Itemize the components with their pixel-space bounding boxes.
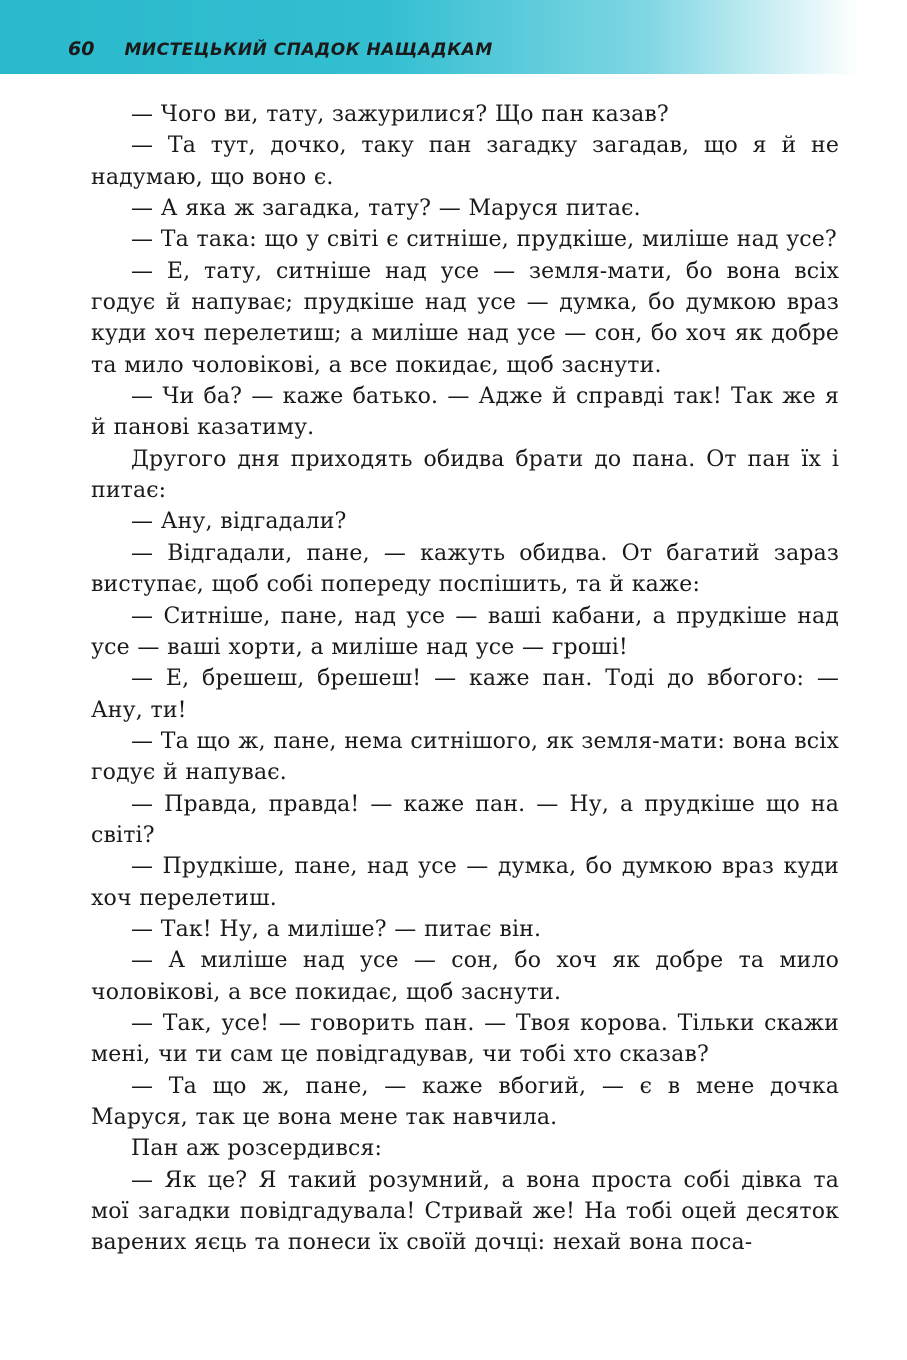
paragraph: — Та що ж, пане, — каже вбогий, — є в мене дочка Маруся, так це вона мене так навчила. bbox=[91, 1073, 839, 1130]
header-band bbox=[0, 0, 860, 74]
text-body bbox=[91, 99, 839, 1259]
paragraph: — Чи ба? — каже батько. — Адже й справді так! Так же я й панові казатиму. bbox=[91, 384, 839, 441]
paragraph: — Чого ви, тату, зажурилися? Що пан казав? bbox=[131, 102, 669, 127]
paragraph: — Ану, відгадали? bbox=[131, 509, 347, 535]
page-number: 60 bbox=[68, 38, 95, 60]
paragraph: — Та тут, дочко, таку пан загадку загадав, що я й не надумаю, що воно є. bbox=[91, 133, 839, 190]
paragraph: — А яка ж загадка, тату? — Маруся питає. bbox=[131, 196, 641, 222]
paragraph: — Ситніше, пане, над усе — ваші кабани, а прудкіше над усе — ваші хорти, а миліше над усе — гроші! bbox=[91, 603, 839, 660]
paragraph: — Так, усе! — говорить пан. — Твоя корова. Тільки скажи мені, чи ти сам це повідгадував, чи тобі хто сказав? bbox=[91, 1010, 839, 1068]
paragraph: — Е, тату, ситніше над усе — земля-мати, бо вона всіх годує й напуває; прудкіше над усе — думка, бо думкою враз куди хоч перелетиш; а миліше над усе — сон, бо хоч як добре та мило чоловікові, а все покидає, щоб заснути. bbox=[91, 258, 839, 378]
paragraph: — Е, брешеш, брешеш! — каже пан. Тоді до вбогого: — Ану, ти! bbox=[91, 666, 839, 723]
paragraph: — Та що ж, пане, нема ситнішого, як земля-мати: вона всіх годує й напуває. bbox=[91, 728, 839, 786]
paragraph: — Прудкіше, пане, над усе — думка, бо думкою враз куди хоч перелетиш. bbox=[91, 854, 839, 911]
paragraph: — Як це? Я такий розумний, а вона проста собі дівка та мої загадки повідгадувала! Стривай же! На тобі оцей десяток варених яєць та понеси їх своїй дочці: нехай вона поса- bbox=[91, 1167, 839, 1256]
paragraph: — Та така: що у світі є ситніше, прудкіше, миліше над усе? bbox=[131, 227, 837, 253]
paragraph: — А миліше над усе — сон, бо хоч як добре та мило чоловікові, а все покидає, щоб заснути. bbox=[91, 948, 839, 1005]
paragraph: — Відгадали, пане, — кажуть обидва. От багатий зараз виступає, щоб собі попереду поспішить, та й каже: bbox=[91, 540, 839, 598]
running-title: МИСТЕЦЬКИЙ СПАДОК НАЩАДКАМ bbox=[124, 40, 493, 60]
paragraph: Другого дня приходять обидва брати до пана. От пан їх і питає: bbox=[91, 446, 839, 504]
paragraph: — Так! Ну, а миліше? — питає він. bbox=[131, 916, 542, 942]
page-header bbox=[68, 38, 493, 60]
paragraph: Пан аж розсердився: bbox=[131, 1136, 383, 1162]
paragraph: — Правда, правда! — каже пан. — Ну, а прудкіше що на світі? bbox=[91, 791, 839, 848]
